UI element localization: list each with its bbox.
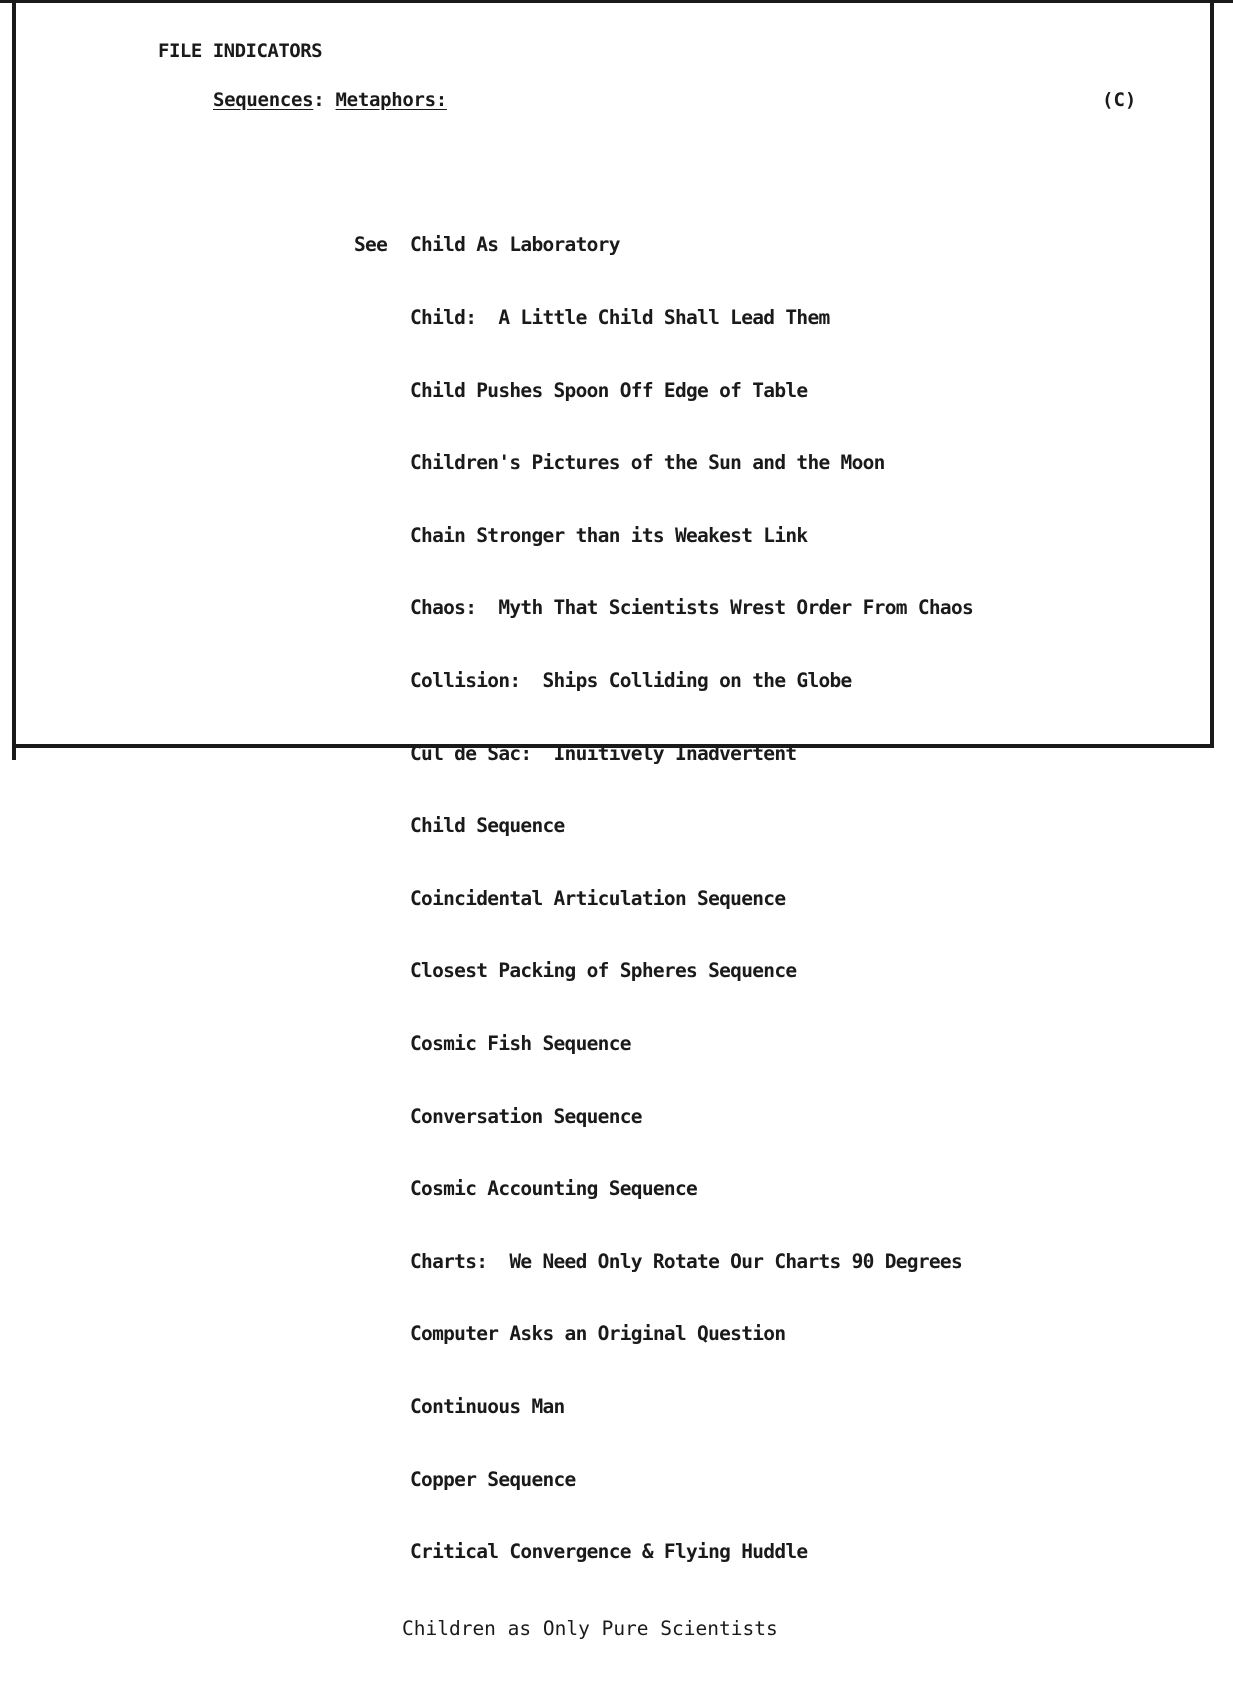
list-item xyxy=(354,1468,973,1492)
list-item-text: Cul de Sac: Inuitively Inadvertent xyxy=(410,741,797,765)
list-item xyxy=(354,814,973,838)
list-item xyxy=(354,1032,973,1056)
card-code: (C) xyxy=(1102,89,1137,111)
subheading-separator: : xyxy=(313,89,336,111)
list-item-text: Charts: We Need Only Rotate Our Charts 90 Degrees xyxy=(410,1249,962,1273)
subheading-metaphors: Metaphors: xyxy=(335,89,447,111)
list-item-text: Children's Pictures of the Sun and the Moon xyxy=(410,451,885,475)
list-item-text: Conversation Sequence xyxy=(410,1104,642,1128)
list-item-text: Chain Stronger than its Weakest Link xyxy=(410,523,808,547)
list-item xyxy=(354,233,973,257)
list-item-text: Cosmic Fish Sequence xyxy=(410,1031,631,1055)
list-item-text: Computer Asks an Original Question xyxy=(410,1322,786,1346)
top-border xyxy=(0,0,1233,3)
left-border xyxy=(12,0,16,760)
list-item xyxy=(354,669,973,693)
list-item xyxy=(346,1617,973,1641)
list-item-text: Child Sequence xyxy=(410,814,565,838)
subheading-sequences: Sequences xyxy=(213,89,314,111)
list-item xyxy=(354,596,973,620)
list-item xyxy=(354,1105,973,1129)
see-label: See xyxy=(354,233,388,257)
list-item-text: Chaos: Myth That Scientists Wrest Order From Chaos xyxy=(410,596,974,620)
card-subheading xyxy=(213,89,447,111)
list-item xyxy=(354,1395,973,1419)
list-item xyxy=(354,379,973,403)
list-item-text: Child As Laboratory xyxy=(410,233,620,257)
list-item-text: Child Pushes Spoon Off Edge of Table xyxy=(410,378,808,402)
list-item xyxy=(354,1540,973,1564)
list-item xyxy=(354,451,973,475)
list-item xyxy=(354,1250,973,1274)
list-item-text: Children as Only Pure Scientists xyxy=(402,1616,778,1640)
list-item-text: Copper Sequence xyxy=(410,1467,576,1491)
right-border xyxy=(1210,0,1214,745)
list-item xyxy=(354,306,973,330)
list-item xyxy=(354,959,973,983)
list-item xyxy=(354,742,973,766)
list-item-text: Closest Packing of Spheres Sequence xyxy=(410,959,797,983)
list-item-text: Cosmic Accounting Sequence xyxy=(410,1177,698,1201)
list-item xyxy=(354,887,973,911)
list-item xyxy=(354,1177,973,1201)
list-item-text: Collision: Ships Colliding on the Globe xyxy=(410,668,852,692)
list-item-text: Critical Convergence & Flying Huddle xyxy=(410,1540,808,1564)
card-heading: FILE INDICATORS xyxy=(158,40,323,62)
list-item-text: Child: A Little Child Shall Lead Them xyxy=(410,306,830,329)
list-item xyxy=(354,1322,973,1346)
reference-list xyxy=(354,185,973,1689)
list-item-text: Coincidental Articulation Sequence xyxy=(410,886,786,910)
list-item xyxy=(354,524,973,548)
list-item-text: Continuous Man xyxy=(410,1394,565,1418)
